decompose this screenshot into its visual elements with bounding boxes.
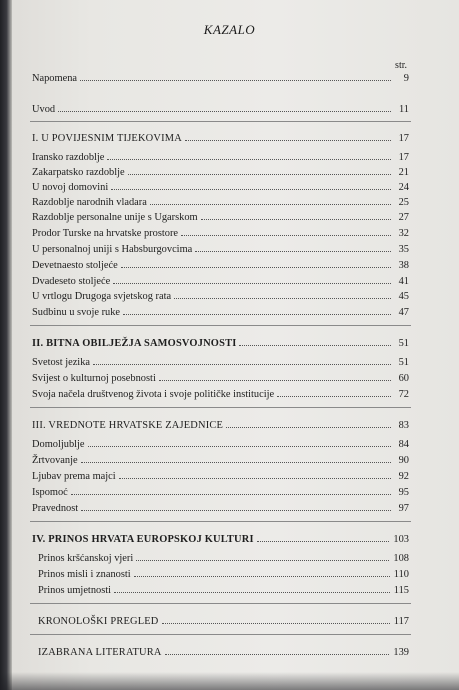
toc-entry bbox=[32, 304, 409, 318]
toc-label: Domoljublje bbox=[32, 439, 85, 450]
leader-dots bbox=[58, 111, 391, 112]
leader-dots bbox=[128, 174, 391, 175]
toc-label: Ispomoć bbox=[32, 487, 68, 498]
toc-label: I. U POVIJESNIM TIJEKOVIMA bbox=[32, 133, 182, 144]
leader-dots bbox=[80, 80, 391, 81]
leader-dots bbox=[174, 298, 391, 299]
leader-dots bbox=[71, 494, 391, 495]
toc-entry bbox=[32, 164, 409, 178]
toc-label: Uvod bbox=[32, 104, 56, 115]
leader-dots bbox=[121, 267, 391, 268]
leader-dots bbox=[226, 427, 391, 428]
leader-dots bbox=[88, 446, 391, 447]
toc-entry bbox=[32, 101, 409, 115]
toc-page: 9 bbox=[403, 73, 409, 84]
section-divider bbox=[30, 634, 411, 635]
toc-label: Svetost jezika bbox=[32, 357, 91, 368]
page-column-label: str. bbox=[395, 60, 407, 71]
toc-label: Dvadeseto stoljeće bbox=[32, 276, 111, 287]
toc-entry bbox=[32, 179, 409, 193]
toc-page: 21 bbox=[398, 167, 409, 178]
toc-page: 35 bbox=[398, 244, 409, 255]
toc-entry bbox=[32, 209, 409, 223]
toc-entry bbox=[32, 241, 409, 255]
book-spine bbox=[0, 0, 12, 690]
toc-label: Razdoblje personalne unije s Ugarskom bbox=[32, 212, 198, 223]
toc-section-heading bbox=[38, 644, 409, 658]
toc-section-heading bbox=[32, 335, 409, 349]
toc-section-heading bbox=[32, 417, 409, 431]
leader-dots bbox=[277, 396, 391, 397]
toc-page: 38 bbox=[398, 260, 409, 271]
toc-entry bbox=[32, 500, 409, 514]
toc-label: Iransko razdoblje bbox=[32, 152, 105, 163]
leader-dots bbox=[93, 364, 391, 365]
toc-page: 90 bbox=[398, 455, 409, 466]
toc-label: Prinos kršćanskoj vjeri bbox=[38, 553, 134, 564]
leader-dots bbox=[159, 380, 391, 381]
leader-dots bbox=[162, 623, 390, 624]
leader-dots bbox=[107, 159, 391, 160]
toc-label: III. VREDNOTE HRVATSKE ZAJEDNICE bbox=[32, 420, 224, 431]
toc-label: Prinos umjetnosti bbox=[38, 585, 112, 596]
section-divider bbox=[30, 603, 411, 604]
leader-dots bbox=[113, 283, 391, 284]
toc-entry bbox=[32, 257, 409, 271]
leader-dots bbox=[165, 654, 390, 655]
toc-entry bbox=[32, 370, 409, 384]
toc-label: Žrtvovanje bbox=[32, 455, 78, 466]
toc-entry bbox=[32, 452, 409, 466]
toc-entry bbox=[32, 70, 409, 84]
toc-label: U novoj domovini bbox=[32, 182, 109, 193]
leader-dots bbox=[81, 510, 391, 511]
toc-page: 103 bbox=[393, 534, 409, 545]
toc-entry bbox=[38, 550, 409, 564]
toc-page: 117 bbox=[393, 616, 409, 627]
toc-page: 41 bbox=[398, 276, 409, 287]
section-divider bbox=[30, 407, 411, 408]
toc-entry bbox=[32, 436, 409, 450]
section-divider bbox=[30, 325, 411, 326]
toc-entry bbox=[32, 273, 409, 287]
toc-page: 11 bbox=[398, 104, 409, 115]
leader-dots bbox=[114, 592, 390, 593]
toc-page: 139 bbox=[393, 647, 409, 658]
toc-entry bbox=[32, 354, 409, 368]
toc-page: 84 bbox=[398, 439, 409, 450]
toc-label: Ljubav prema majci bbox=[32, 471, 116, 482]
leader-dots bbox=[136, 560, 389, 561]
toc-page: 92 bbox=[398, 471, 409, 482]
toc-entry bbox=[32, 225, 409, 239]
leader-dots bbox=[111, 189, 391, 190]
leader-dots bbox=[81, 462, 391, 463]
toc-page: 27 bbox=[398, 212, 409, 223]
toc-section-heading bbox=[32, 130, 409, 144]
toc-page: 95 bbox=[398, 487, 409, 498]
leader-dots bbox=[134, 576, 390, 577]
toc-label: U personalnoj uniji s Habsburgovcima bbox=[32, 244, 193, 255]
toc-entry bbox=[32, 386, 409, 400]
toc-page: 17 bbox=[398, 133, 409, 144]
leader-dots bbox=[257, 541, 390, 542]
toc-label: Svijest o kulturnoj posebnosti bbox=[32, 373, 156, 384]
toc-page: 32 bbox=[398, 228, 409, 239]
leader-dots bbox=[150, 204, 391, 205]
toc-entry bbox=[32, 468, 409, 482]
toc-page: 45 bbox=[398, 291, 409, 302]
toc-label: Pravednost bbox=[32, 503, 79, 514]
leader-dots bbox=[181, 235, 391, 236]
toc-page: 47 bbox=[398, 307, 409, 318]
toc-label: Zakarpatsko razdoblje bbox=[32, 167, 125, 178]
toc-page: 24 bbox=[398, 182, 409, 193]
leader-dots bbox=[185, 140, 391, 141]
toc-page: 25 bbox=[398, 197, 409, 208]
page-edge-shadow bbox=[0, 672, 459, 690]
toc-page: 51 bbox=[398, 357, 409, 368]
leader-dots bbox=[239, 345, 391, 346]
toc-label: Svoja načela društvenog života i svoje političke institucije bbox=[32, 389, 275, 400]
toc-label: KRONOLOŠKI PREGLED bbox=[38, 616, 159, 627]
toc-page: 83 bbox=[398, 420, 409, 431]
toc-section-heading bbox=[38, 613, 409, 627]
toc-label: Razdoblje narodnih vladara bbox=[32, 197, 147, 208]
leader-dots bbox=[201, 219, 391, 220]
section-divider bbox=[30, 121, 411, 122]
toc-page: 97 bbox=[398, 503, 409, 514]
toc-label: Sudbinu u svoje ruke bbox=[32, 307, 121, 318]
page-title: KAZALO bbox=[203, 22, 256, 37]
toc-entry bbox=[32, 288, 409, 302]
toc-label: IZABRANA LITERATURA bbox=[38, 647, 162, 658]
toc-label: IV. PRINOS HRVATA EUROPSKOJ KULTURI bbox=[32, 534, 254, 545]
toc-section-heading bbox=[32, 531, 409, 545]
toc-label: II. BITNA OBILJEŽJA SAMOSVOJNOSTI bbox=[32, 338, 237, 349]
toc-page: 51 bbox=[398, 338, 409, 349]
toc-page: 115 bbox=[393, 585, 409, 596]
toc-entry bbox=[32, 484, 409, 498]
toc-label: U vrtlogu Drugoga svjetskog rata bbox=[32, 291, 172, 302]
toc-label: Napomena bbox=[32, 73, 78, 84]
toc-label: Prinos misli i znanosti bbox=[38, 569, 131, 580]
toc-entry bbox=[32, 149, 409, 163]
toc-entry bbox=[38, 566, 409, 580]
toc-page: 110 bbox=[393, 569, 409, 580]
section-divider bbox=[30, 521, 411, 522]
toc-label: Prodor Turske na hrvatske prostore bbox=[32, 228, 179, 239]
toc-page: 60 bbox=[398, 373, 409, 384]
toc-entry bbox=[38, 582, 409, 596]
toc-entry bbox=[32, 194, 409, 208]
toc-page: 72 bbox=[398, 389, 409, 400]
leader-dots bbox=[119, 478, 391, 479]
leader-dots bbox=[195, 251, 391, 252]
toc-page: 108 bbox=[393, 553, 409, 564]
toc-page: 17 bbox=[398, 152, 409, 163]
toc-label: Devetnaesto stoljeće bbox=[32, 260, 118, 271]
leader-dots bbox=[123, 314, 391, 315]
